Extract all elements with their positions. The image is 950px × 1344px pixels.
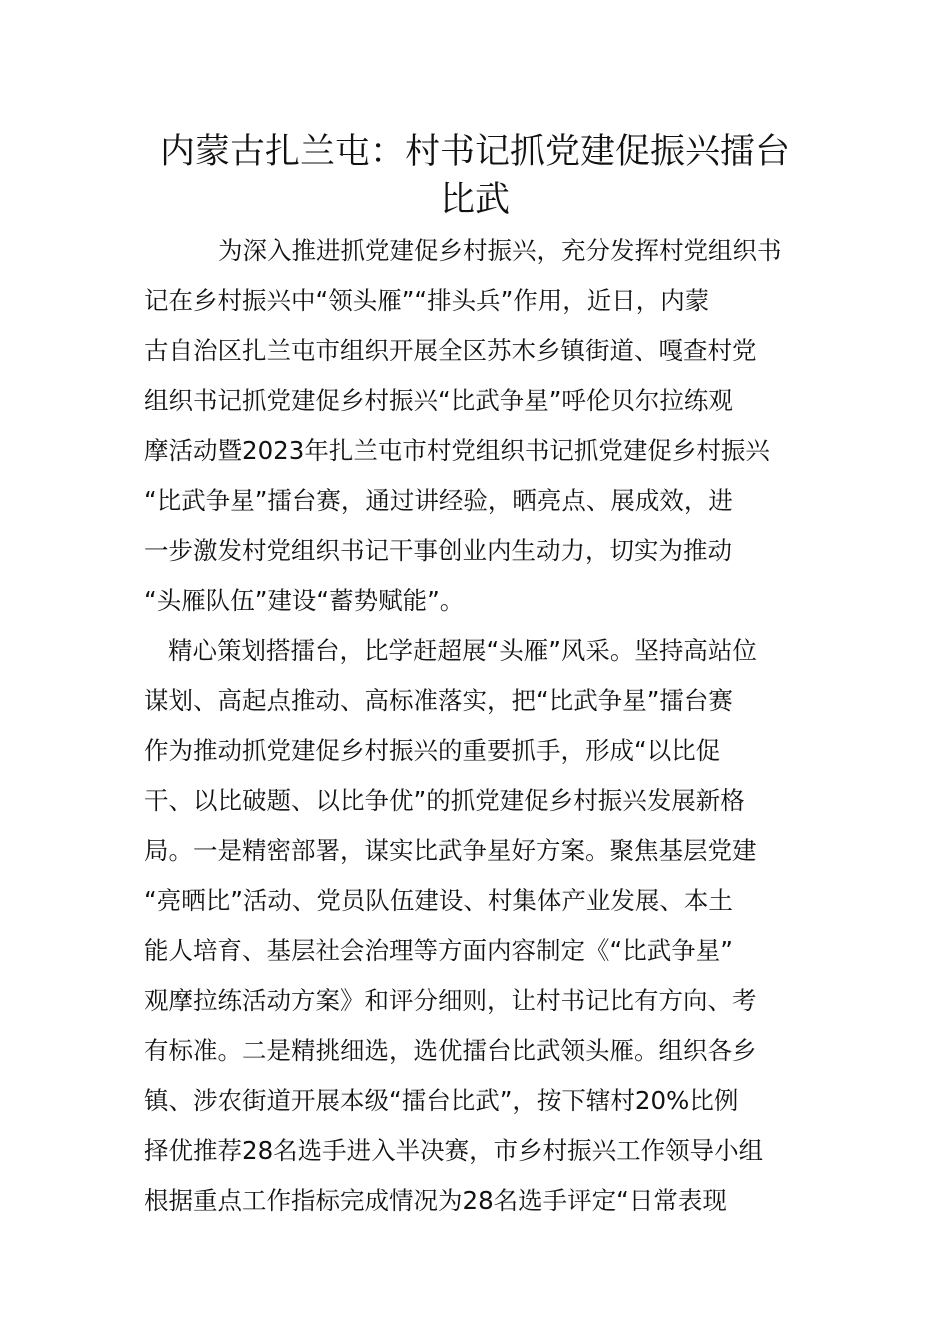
text-line: 作为推动抓党建促乡村振兴的重要抓手，形成“以比促 xyxy=(144,736,721,765)
text-line: “头雁队伍”建设“蓄势赋能”。 xyxy=(144,586,465,615)
text-line: 一步激发村党组织书记干事创业内生动力，切实为推动 xyxy=(144,536,732,565)
text-line: 谋划、高起点推动、高标准落实，把“比武争星”擂台赛 xyxy=(144,686,733,715)
title-line-2: 比武 xyxy=(439,180,510,220)
text-line: 根据重点工作指标完成情况为28名选手评定“日常表现 xyxy=(144,1186,727,1215)
document-body xyxy=(144,226,809,1226)
text-line: “比武争星”擂台赛，通过讲经验，晒亮点、展成效，进 xyxy=(144,486,733,515)
text-line: 组织书记抓党建促乡村振兴“比武争星”呼伦贝尔拉练观 xyxy=(144,386,733,415)
text-line: 精心策划搭擂台，比学赶超展“头雁”风采。坚持高站位 xyxy=(168,636,757,665)
text-line: 镇、涉农街道开展本级“擂台比武”，按下辖村20%比例 xyxy=(144,1086,739,1115)
document-title xyxy=(140,128,810,224)
text-line: 有标准。二是精挑细选，选优擂台比武领头雁。组织各乡 xyxy=(144,1036,757,1065)
text-line: 摩活动暨2023年扎兰屯市村党组织书记抓党建促乡村振兴 xyxy=(144,436,770,465)
title-line-1: 内蒙古扎兰屯：村书记抓党建促振兴擂台 xyxy=(159,132,790,172)
text-line: “亮晒比”活动、党员队伍建设、村集体产业发展、本土 xyxy=(144,886,733,915)
text-line: 能人培育、基层社会治理等方面内容制定《“比武争星” xyxy=(144,936,733,965)
text-line: 干、以比破题、以比争优”的抓党建促乡村振兴发展新格 xyxy=(144,786,745,815)
text-line: 记在乡村振兴中“领头雁”“排头兵”作用，近日，内蒙 xyxy=(144,286,710,315)
text-line: 古自治区扎兰屯市组织开展全区苏木乡镇街道、嘎查村党 xyxy=(144,336,757,365)
text-line: 择优推荐28名选手进入半决赛，市乡村振兴工作领导小组 xyxy=(144,1136,764,1165)
text-line: 观摩拉练活动方案》和评分细则，让村书记比有方向、考 xyxy=(144,986,757,1015)
text-line: 为深入推进抓党建促乡村振兴，充分发挥村党组织书 xyxy=(218,236,782,265)
text-line: 局。一是精密部署，谋实比武争星好方案。聚焦基层党建 xyxy=(144,836,757,865)
